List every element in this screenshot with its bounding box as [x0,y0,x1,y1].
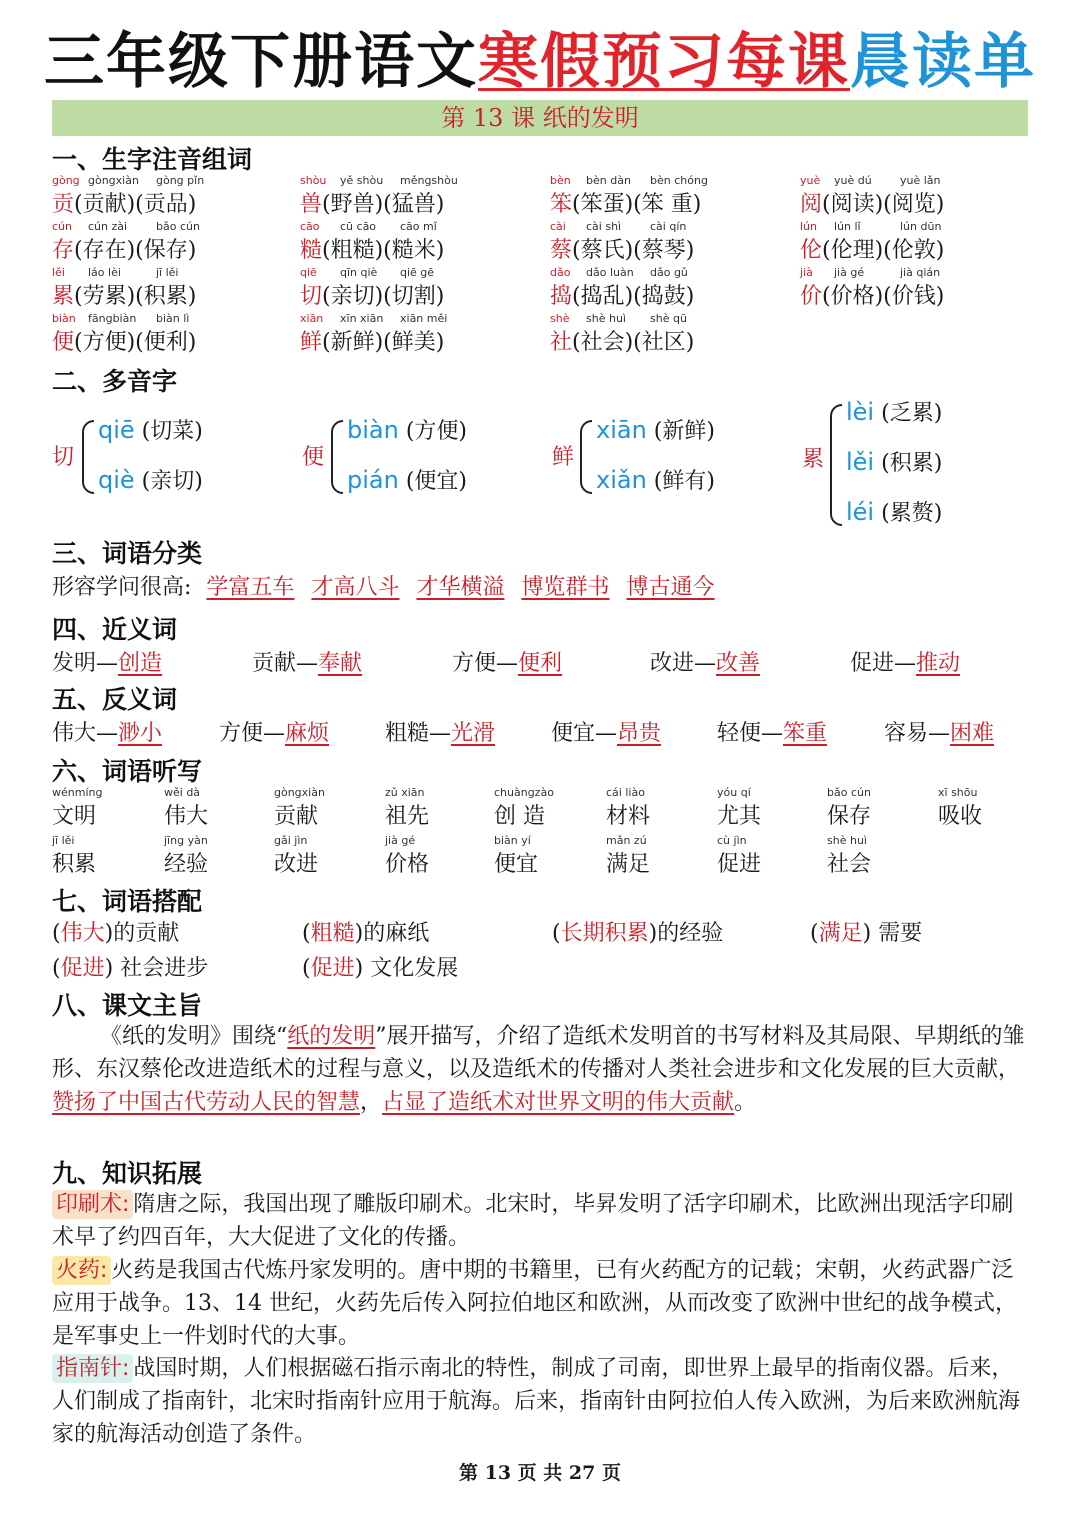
antonym-pair: 伟大—渺小 [52,721,163,746]
collocation-item: (伟大)的贡献 [52,921,180,946]
title-part-preview: 寒假预习每课 [478,27,850,97]
dictation-word: gòngxiàn 贡献 [274,786,325,829]
polyphone-char: 便 [302,445,325,470]
polyphone-reading: qiē (切菜) [98,416,203,444]
char-entry: xiān xīn xiān xiān měi 鲜(新鲜)(鲜美) [300,312,448,355]
synonym-pair: 促进—推动 [850,651,961,676]
character: 社 [550,330,573,355]
category-word: 学富五车 [206,575,295,600]
theme-paragraph: 《纸的发明》围绕“纸的发明”展开描写，介绍了造纸术发明首的书写材料及其局限、早期纸的雏形、东汉蔡伦改进造纸术的过程与意义，以及造纸术的传播对人类社会进步和文化发展的巨大贡献，赞扬了中国古代劳动人民的智慧，占显了造纸术对世界文明的伟大贡献。 [52,1024,1025,1115]
dictation-word: chuàngzào 创 造 [494,786,554,829]
antonym-pair: 容易—困难 [884,721,995,746]
dictation-word: mǎn zú 满足 [606,834,651,877]
polyphone-brace [82,420,94,494]
char-column-4 [800,174,1050,312]
polyphone-char: 切 [52,445,75,470]
dictation-word: wěi dà 伟大 [164,786,209,829]
character: 蔡 [550,238,573,263]
character: 糙 [300,238,323,263]
knowledge-label: 印刷术: [52,1190,133,1219]
antonym-pair: 轻便—笨重 [717,721,828,746]
char-entry: shè shè huì shè qū 社(社会)(社区) [550,312,695,355]
theme-highlight: 占显了造纸术对世界文明的伟大贡献 [382,1090,735,1115]
char-entry: lěi láo lèi jī lěi 累(劳累)(积累) [52,266,197,309]
char-words: (社会)(社区) [572,330,695,355]
character: 累 [52,284,75,309]
char-words: (蔡氏)(蔡琴) [572,238,695,263]
polyphone-reading: pián (便宜) [347,466,467,494]
dictation-word: cái liào 材料 [606,786,651,829]
polyphone-reading: lèi (乏累) [846,398,943,426]
dictation-word: bǎo cún 保存 [827,786,872,829]
character: 切 [300,284,323,309]
character: 价 [800,284,823,309]
char-entry: gòng gòngxiàn gòng pǐn 贡(贡献)(贡品) [52,174,205,217]
page-title [0,22,1080,102]
knowledge-item-compass: 指南针: 战国时期，人们根据磁石指示南北的特性，制成了司南，即世界上最早的指南仪器。后来，人们制成了指南针，北宋时指南针应用于航海。后来，指南针由阿拉伯人传入欧洲，为后来欧洲航海家的航海活动创造了条件。 [52,1356,1021,1447]
dictation-word: gǎi jìn 改进 [274,834,319,877]
synonym-pair: 方便—便利 [452,651,563,676]
polyphone-char: 鲜 [552,445,575,470]
char-column-1 [52,174,302,358]
section-heading-2: 二、多音字 [52,367,178,396]
character: 兽 [300,192,323,217]
char-words: (阅读)(阅览) [822,192,945,217]
antonym-pair: 粗糙—光滑 [385,721,496,746]
knowledge-item-printing: 印刷术: 隋唐之际，我国出现了雕版印刷术。北宋时，毕昇发明了活字印刷术，比欧洲出现活字印刷术早了约四百年，大大促进了文化的传播。 [52,1192,1014,1250]
dictation-word: wénmíng 文明 [52,786,103,829]
char-entry: qiē qīn qiè qiē gē 切(亲切)(切割) [300,266,445,309]
dictation-word: xī shōu 吸收 [938,786,983,829]
synonym-pair: 发明—创造 [52,651,163,676]
char-entry: lún lún lǐ lún dūn 伦(伦理)(伦敦) [800,220,945,263]
char-words: (价格)(价钱) [822,284,945,309]
section-heading-8: 八、课文主旨 [52,991,203,1020]
dictation-word: zǔ xiān 祖先 [385,786,430,829]
char-entry: biàn fāngbiàn biàn lì 便(方便)(便利) [52,312,197,355]
char-entry: cún cún zài bǎo cún 存(存在)(保存) [52,220,200,263]
theme-highlight: 赞扬了中国古代劳动人民的智慧 [52,1090,361,1115]
collocation-item: (促进) 社会进步 [52,956,209,981]
section-heading-1: 一、生字注音组词 [52,145,253,174]
char-words: (野兽)(猛兽) [322,192,445,217]
polyphone-reading: lěi (积累) [846,448,943,476]
knowledge-label: 指南针: [52,1354,133,1383]
character: 笨 [550,192,573,217]
char-column-2 [300,174,550,358]
character: 阅 [800,192,823,217]
character: 贡 [52,192,75,217]
polyphone-brace [830,404,842,526]
char-entry: dǎo dǎo luàn dǎo gǔ 捣(捣乱)(捣鼓) [550,266,695,309]
character: 存 [52,238,75,263]
char-words: (伦理)(伦敦) [822,238,945,263]
section-heading-3: 三、词语分类 [52,539,203,568]
synonym-pair: 贡献—奉献 [252,651,363,676]
polyphone-char: 累 [802,447,825,472]
polyphone-reading: xiān (新鲜) [596,416,715,444]
character: 便 [52,330,75,355]
category-word: 才华横溢 [416,575,505,600]
polyphone-reading: léi (累赘) [846,498,943,526]
char-entry: bèn bèn dàn bèn chóng 笨(笨蛋)(笨 重) [550,174,708,217]
section-heading-7: 七、词语搭配 [52,887,203,916]
section-heading-9: 九、知识拓展 [52,1159,203,1188]
antonym-pair: 便宜—昂贵 [551,721,662,746]
polyphone-reading: xiǎn (鲜有) [596,466,715,494]
polyphone-brace [331,420,343,494]
char-words: (亲切)(切割) [322,284,445,309]
char-words: (笨蛋)(笨 重) [572,192,702,217]
category-label: 形容学问很高: [52,575,192,600]
collocation-item: (粗糙)的麻纸 [302,921,430,946]
dictation-word: jià gé 价格 [385,834,430,877]
lesson-title-bar: 第 13 课 纸的发明 [52,100,1028,136]
char-words: (粗糙)(糙米) [322,238,445,263]
char-words: (方便)(便利) [74,330,197,355]
collocation-item: (促进) 文化发展 [302,956,459,981]
collocation-item: (满足) 需要 [810,921,923,946]
dictation-word: jī lěi 积累 [52,834,97,877]
section-heading-6: 六、词语听写 [52,757,203,786]
category-word: 博古通今 [626,575,715,600]
theme-keyword: 纸的发明 [287,1024,376,1049]
polyphone-reading: qiè (亲切) [98,466,203,494]
char-words: (捣乱)(捣鼓) [572,284,695,309]
polyphone-brace [580,420,592,494]
char-entry: shòu yě shòu měngshòu 兽(野兽)(猛兽) [300,174,458,217]
char-entry: cāo cū cāo cāo mǐ 糙(粗糙)(糙米) [300,220,445,263]
character: 鲜 [300,330,323,355]
character: 捣 [550,284,573,309]
knowledge-label: 火药: [52,1256,111,1285]
word-category-line [52,570,715,601]
dictation-word: cù jìn 促进 [717,834,762,877]
category-word: 博览群书 [521,575,610,600]
section-heading-5: 五、反义词 [52,685,178,714]
title-part-grade: 三年级下册语文 [44,27,478,97]
title-part-reading: 晨读单 [850,27,1036,97]
dictation-word: shè huì 社会 [827,834,872,877]
char-entry: yuè yuè dú yuè lǎn 阅(阅读)(阅览) [800,174,945,217]
antonym-pair: 方便—麻烦 [219,721,330,746]
knowledge-item-gunpowder: 火药: 火药是我国古代炼丹家发明的。唐中期的书籍里，已有火药配方的记载；宋朝，火药武器广泛应用于战争。13、14 世纪，火药先后传入阿拉伯地区和欧洲，从而改变了欧洲中世纪的战争模式，是军事史上一件划时代的大事。 [52,1258,1017,1349]
dictation-word: biàn yí 便宜 [494,834,539,877]
char-words: (贡献)(贡品) [74,192,197,217]
page-number: 第 13 页 共 27 页 [459,1462,621,1484]
section-heading-4: 四、近义词 [52,615,178,644]
synonym-pair: 改进—改善 [650,651,761,676]
char-words: (劳累)(积累) [74,284,197,309]
dictation-word: jīng yàn 经验 [164,834,209,877]
char-entry: jià jià gé jià qián 价(价格)(价钱) [800,266,945,309]
dictation-word: yóu qí 尤其 [717,786,762,829]
char-words: (新鲜)(鲜美) [322,330,445,355]
collocation-item: (长期积累)的经验 [552,921,724,946]
char-words: (存在)(保存) [74,238,197,263]
char-entry: cài cài shì cài qín 蔡(蔡氏)(蔡琴) [550,220,695,263]
character: 伦 [800,238,823,263]
polyphone-reading: biàn (方便) [347,416,467,444]
char-column-3 [550,174,800,358]
category-word: 才高八斗 [311,575,400,600]
